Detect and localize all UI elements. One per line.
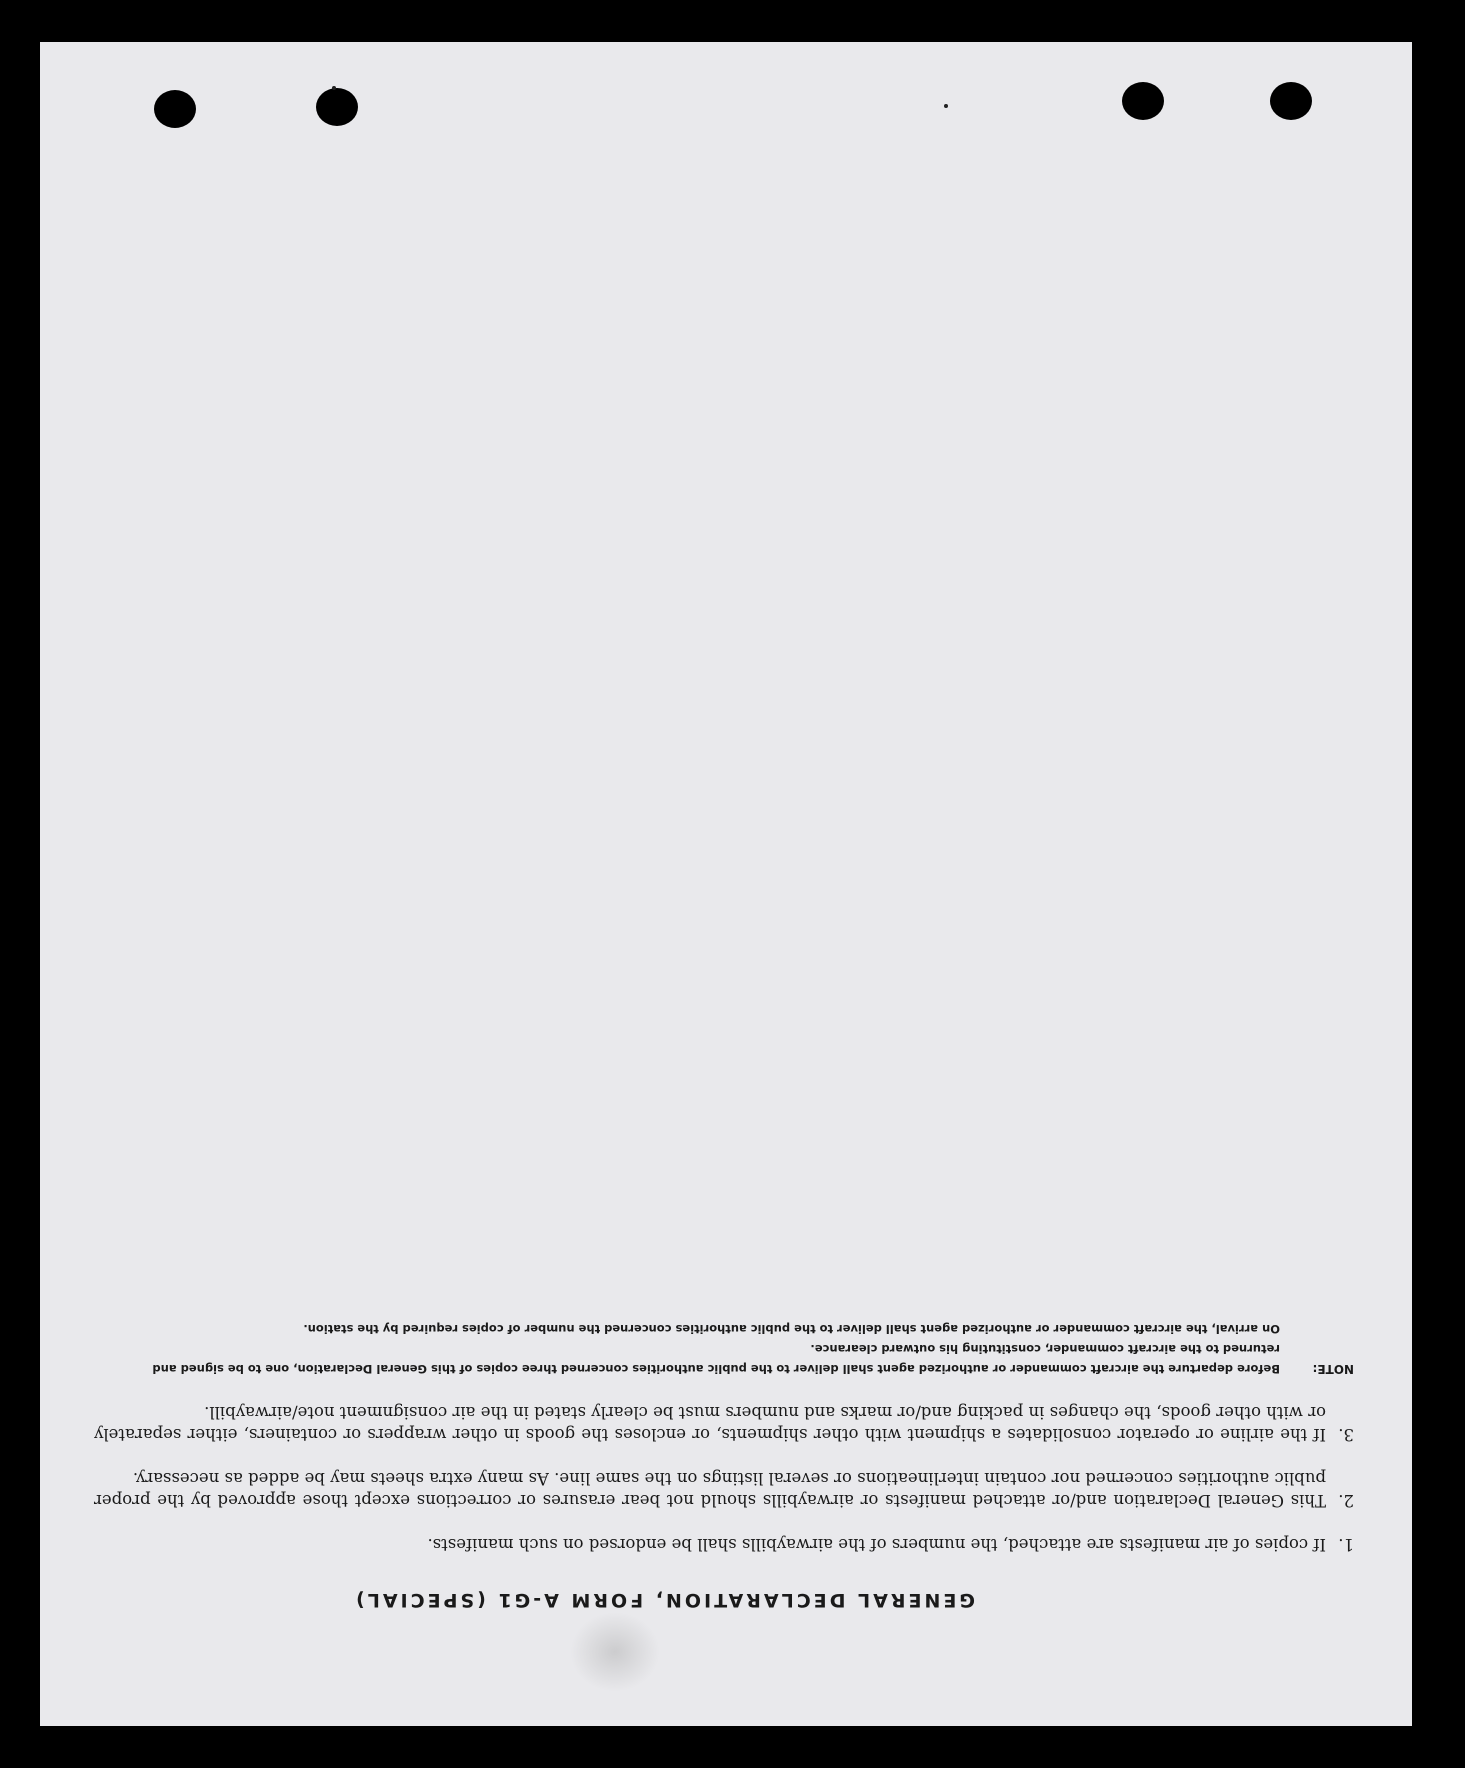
note-section — [94, 1319, 1354, 1379]
form-instructions — [94, 1319, 1354, 1611]
note-paragraph: Before departure the aircraft commander or authorized agent shall deliver to the public authorities concerned three copies of this General Declaration, one to be signed and returned to the aircraft commander, constituting his outward clearance. — [152, 1342, 1280, 1376]
form-title: GENERAL DECLARATION, FORM A-G1 (SPECIAL) — [353, 1589, 975, 1611]
item-number: 1. — [1338, 1535, 1354, 1554]
item-number: 3. — [1338, 1425, 1354, 1444]
note-label: NOTE: — [1312, 1362, 1354, 1376]
instruction-item — [94, 1533, 1354, 1555]
note-body — [94, 1319, 1280, 1379]
note-paragraph: On arrival, the aircraft commander or authorized agent shall deliver to the public authorities concerned the number of copies required by the station. — [303, 1322, 1280, 1336]
instruction-item — [94, 1401, 1354, 1445]
item-text: If copies of air manifests are attached, the numbers of the airwaybills shall be endorsed on such manifests. — [427, 1535, 1326, 1554]
document-page — [40, 42, 1412, 1726]
item-number: 2. — [1338, 1491, 1354, 1510]
upside-down-content — [40, 42, 1412, 1726]
item-text: If the airline or operator consolidates a shipment with other shipments, or encloses the goods in other wrappers or containers, either separately or with other goods, the changes in packing and/or marks and numbers must be clearly stated in the air consignment note/airwaybill. — [94, 1403, 1326, 1444]
item-text: This General Declaration and/or attached manifests or airwaybills should not bear erasures or corrections except those approved by the proper public authorities concerned nor contain interlineations or several listings on the same line. As many extra sheets may be added as necessary. — [94, 1469, 1326, 1510]
instruction-item — [94, 1467, 1354, 1511]
